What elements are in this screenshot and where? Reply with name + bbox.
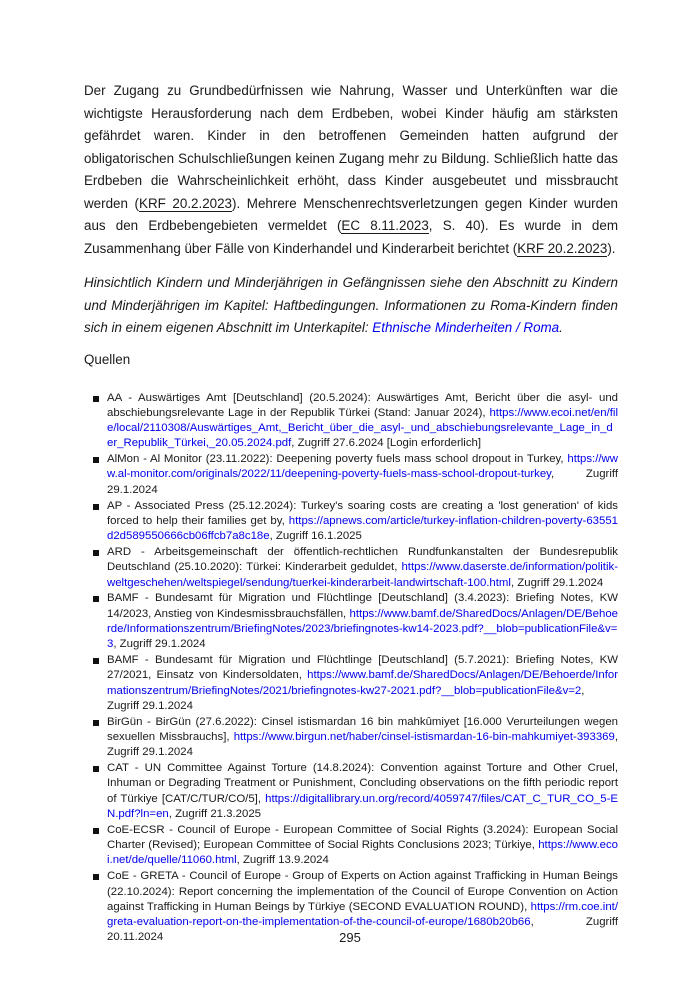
source-text: CAT - UN Committee Against Torture (14.8.2024): Convention against Torture and Other Cruel, Inhuman or Degrading Treatment or Punishment, Concluding observations on the fifth periodic report of Türkiye [CAT/C/TUR/CO/5], (107, 762, 618, 805)
source-link[interactable]: https://digitallibrary.un.org/record/4059747/files/CAT_C_TUR_CO_5-EN.pdf?ln=en (107, 792, 618, 821)
source-item (93, 452, 618, 498)
paragraph-text: Hinsichtlich Kindern und Minderjährigen in Gefängnissen siehe den Abschnitt zu Kindern und Minderjährigen im Kapitel: Haftbedingungen. Informationen zu Roma-Kindern finden sich in einem eigenen Abschnitt im Unterkapitel: (84, 275, 618, 335)
paragraph-text: ). Mehrere Menschenrechtsverletzungen gegen Kinder wurden aus den Erdbebengebieten vermeldet ( (84, 195, 618, 233)
source-link[interactable]: https://apnews.com/article/turkey-inflation-children-poverty-63551d2d589550666cb06ffcb7a8c18e (107, 514, 618, 543)
source-text: BAMF - Bundesamt für Migration und Flüchtlinge [Deutschland] (3.4.2023): Briefing Notes, KW 14/2023, Anstieg von Kindesmissbrauchsfällen, (107, 592, 618, 620)
source-access-date: , Zugriff 29.1.2024 (113, 638, 206, 651)
paragraph-cross-reference (84, 272, 618, 340)
source-link[interactable]: https://www.bamf.de/SharedDocs/Anlagen/DE/Behoerde/Informationszentrum/BriefingNotes/2021/briefingnotes-kw27-2021.pdf?__blob=publicationFile&v=2 (107, 669, 618, 697)
source-access-date: , Zugriff 29.1.2024 (107, 731, 618, 759)
source-item (93, 823, 618, 869)
link-ethnic-minorities-roma[interactable]: Ethnische Minderheiten / Roma (372, 320, 560, 335)
sources-heading: Quellen (84, 351, 131, 367)
source-access-date: , Zugriff 29.1.2024 (107, 684, 585, 712)
citation-ec[interactable]: EC 8.11.2023 (341, 218, 429, 233)
paragraph-text: Der Zugang zu Grundbedürfnissen wie Nahrung, Wasser und Unterkünften war die wichtigste Herausforderung nach dem Erdbeben, wobei Kinder häufig am stärksten gefährdet waren. Kinder in den betroffenen Gemeinden hatten aufgrund der obligatorischen Schulschließungen keinen Zugang mehr zu Bildung. Schließlich hatte das Erdbeben die Wahrscheinlichkeit erhöht, dass Kinder ausgebeutet und missbraucht werden ( (84, 83, 618, 211)
bullet-square-icon (93, 550, 99, 556)
source-access-date: , Zugriff 13.9.2024 (236, 854, 329, 867)
source-item (93, 499, 618, 545)
bullet-square-icon (93, 457, 99, 463)
source-access-date: , Zugriff 16.1.2025 (269, 530, 362, 543)
bullet-square-icon (93, 874, 99, 880)
bullet-square-icon (93, 658, 99, 664)
source-item (93, 761, 618, 822)
source-access-date: , Zugriff 27.6.2024 [Login erforderlich] (291, 437, 482, 450)
source-link[interactable]: https://www.birgun.net/haber/cinsel-istismardan-16-bin-mahkumiyet-393369 (233, 731, 615, 744)
source-access-date: , Zugriff 20.11.2024 (107, 916, 618, 944)
sources-list (84, 391, 618, 946)
paragraph-text: ). (607, 240, 616, 256)
source-text: CoE - GRETA - Council of Europe - Group of Experts on Action against Trafficking in Human Beings (22.10.2024): Report concerning the implementation of the Council of Europe Convention on Action against Trafficking in Human Beings by Türkiye (SECOND EVALUATION ROUND), (107, 870, 618, 913)
bullet-square-icon (93, 766, 99, 772)
source-link[interactable]: https://rm.coe.int/greta-evaluation-report-on-the-implementation-of-the-council-of-europe/1680b20b66 (107, 900, 618, 929)
paragraph-text: , S. 40). Es wurde in dem Zusammenhang über Fälle von Kinderhandel und Kinderarbeit berichtet ( (84, 218, 618, 256)
paragraph-earthquake-children (84, 80, 618, 260)
bullet-square-icon (93, 504, 99, 510)
source-text: BirGün - BirGün (27.6.2022): Cinsel istismardan 16 bin mahkûmiyet [16.000 Verurteilungen wegen sexuellen Missbrauchs], (107, 715, 618, 744)
page-number: 295 (339, 930, 361, 945)
source-link[interactable]: https://www.ecoi.net/de/quelle/11060.html (107, 839, 618, 867)
source-access-date: , Zugriff 29.1.2024 (510, 576, 604, 589)
source-item (93, 715, 618, 761)
source-link[interactable]: https://www.bamf.de/SharedDocs/Anlagen/DE/Behoerde/Informationszentrum/BriefingNotes/2023/briefingnotes-kw14-2023.pdf?__blob=publicationFile&v=3 (107, 607, 618, 651)
source-link[interactable]: https://www.al-monitor.com/originals/2022/11/deepening-poverty-fuels-mass-school-dropout-turkey (107, 453, 618, 481)
source-link[interactable]: https://www.ecoi.net/en/file/local/2110308/Auswärtiges_Amt,_Bericht_über_die_asyl-_und_abschiebungsrelevante_Lage_in_der_Republik_Türkei,_20.05.2024.pdf (107, 406, 618, 450)
bullet-square-icon (93, 596, 99, 602)
source-text: ARD - Arbeitsgemeinschaft der öffentlich-rechtlichen Rundfunkanstalten der Bundesrepublik Deutschland (25.10.2020): Türkei: Kinderarbeit geduldet, (107, 545, 618, 574)
source-item (93, 591, 618, 652)
source-item (93, 545, 618, 591)
citation-krf-2[interactable]: KRF 20.2.2023 (517, 240, 608, 256)
bullet-square-icon (93, 720, 99, 726)
document-body (84, 80, 618, 946)
source-text: BAMF - Bundesamt für Migration und Flüchtlinge [Deutschland] (5.7.2021): Briefing Notes, KW 27/2021, Einsatz von Kindersoldaten, (107, 654, 618, 682)
bullet-square-icon (93, 396, 99, 402)
bullet-square-icon (93, 828, 99, 834)
source-text: AA - Auswärtiges Amt [Deutschland] (20.5.2024): Auswärtiges Amt, Bericht über die asyl- und abschiebungsrelevante Lage in der Republik Türkei (Stand: Januar 2024), (107, 391, 618, 419)
source-link[interactable]: https://www.daserste.de/information/politik-weltgeschehen/weltspiegel/sendung/tuerkei-kinderarbeit-landwirtschaft-100.html (107, 561, 618, 589)
source-access-date: , Zugriff 21.3.2025 (168, 808, 261, 821)
source-item (93, 653, 618, 714)
source-item (93, 391, 618, 452)
paragraph-text: . (559, 320, 563, 335)
source-text: AlMon - Al Monitor (23.11.2022): Deepening poverty fuels mass school dropout in Turkey, (107, 453, 568, 466)
citation-krf-1[interactable]: KRF 20.2.2023 (139, 195, 232, 211)
source-access-date: , Zugriff 29.1.2024 (107, 468, 618, 496)
source-text: CoE-ECSR - Council of Europe - European Committee of Social Rights (3.2024): European Social Charter (Revised); European Committee of Social Rights Conclusions 2023; Türkiye, (107, 823, 618, 852)
source-text: AP - Associated Press (25.12.2024): Turkey's soaring costs are creating a 'lost generation' of kids forced to help their families get by, (107, 499, 618, 527)
